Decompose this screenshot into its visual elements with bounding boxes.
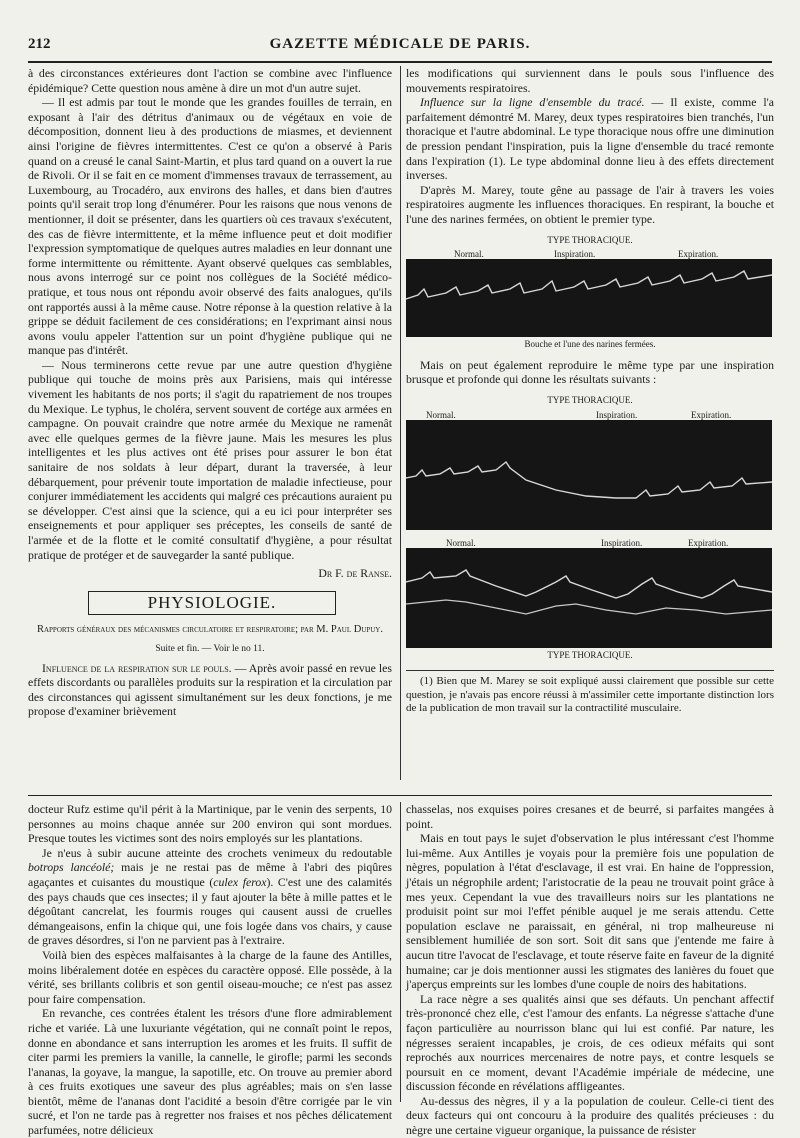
header-rule	[28, 61, 772, 63]
paragraph	[28, 846, 392, 948]
right-bottom-column	[406, 802, 774, 1138]
paragraph: Voilà bien des espèces malfaisantes à la charge de la faune des Antilles, moins libéralement dotée en espèces du caractère opposé. Elle possède, à la vérité, ses brillants colibris et son gentil oiseau-mouche; ce n'est pas assez pour faire compensation.	[28, 947, 392, 1006]
footnote-rule	[406, 670, 774, 671]
pulse-trace-3	[406, 548, 772, 648]
figure-caption: TYPE THORACIQUE.	[547, 649, 633, 660]
paragraph: Au-dessus des nègres, il y a la population de couleur. Celle-ci tient des deux facteurs qui ont concouru à la produire des qualités précieuses : du nègre une certaine vigueur organique, la puissance de résister	[406, 1093, 774, 1138]
paragraph: Mais on peut également reproduire le même type par une inspiration brusque et profonde qui donne les résultats suivants :	[406, 357, 774, 387]
paragraph	[406, 95, 774, 183]
label-normal: Normal.	[446, 537, 476, 548]
species-name: culex ferox	[213, 874, 267, 889]
figure-title: TYPE THORACIQUE.	[547, 394, 633, 405]
column-divider	[400, 66, 401, 780]
figure-labels	[406, 408, 774, 420]
paragraph-text: ). C'est une des calamités des pays chauds que ces insectes; il y faut ajouter la bête à mille pattes et le dégoûtant cancrelat, les fourmis rouges qui causent aussi de cruelles démangeaisons, enfin la chique qui, une fois logée dans vos chairs, y cause de graves désordres, si l'on ne parvient pas à l'extraire.	[28, 874, 392, 948]
article-title: Rapports généraux des mécanismes circulatoire et respiratoire; par M. Paul Dupuy.	[36, 624, 383, 636]
footnote: (1) Bien que M. Marey se soit expliqué aussi clairement que possible sur cette question, je n'avais pas encore réussi à m'assimiler cette importante distinction lors de la publication de mon travail sur la contractilité musculaire.	[406, 675, 774, 715]
label-normal: Normal.	[454, 249, 484, 260]
paragraph	[28, 661, 392, 719]
subheading: Influence de la respiration sur le pouls.	[42, 660, 232, 675]
paragraph: chasselas, nos exquises poires cresanes et de beurré, si parfaites mangées à point.	[406, 802, 774, 831]
label-expiration: Expiration.	[688, 537, 729, 548]
paragraph: — Nous terminerons cette revue par une autre question d'hygiène publique qui touche de moins près aux Parisiens, mais qui intéresse vivement les habitants de nos ports; il s'agit du rapatriement de nos troupes du Mexique. Le typhus, le choléra, servent souvent de cortége aux armées en campagne. On pouvait craindre que notre armée du Mexique ne ramenât avec elle quelques germes de la fièvre jaune. Mais les mesures les plus intelligentes et les plus actives ont été prises pour assurer le bon état sanitaire de nos soldats à leur départ, durant la traversée, à leur débarquement, pour prévenir toute importation de maladie infectieuse, pour conjurer immédiatement les accidents qui malgré ces précautions auraient pu se développer. C'est ainsi que la science, qui a eu ici pour interpréter ses enseignements et pour appliquer ses préceptes, les conseils de santé de l'armée et de la flotte et le comité consultatif d'hygiène, a pour résultat pratique de protéger et de sauvegarder la santé publique.	[28, 357, 392, 562]
paragraph-text: Je n'eus à subir aucune atteinte des crochets venimeux du redoutable	[42, 845, 392, 860]
paragraph: Mais en tout pays le sujet d'observation le plus intéressant c'est l'homme lui-même. Aux Antilles je voyais pour la première fois une population de nègres, population à l'état d'esclavage, il est vrai. En haine de l'oppression, j'étais un négrophile ardent; l'aristocratie de la peau ne trouvait point grâce à mes yeux. Cependant la vue des travailleurs noirs sur les plantations ne produisit point sur moi l'effet pénible auquel je me serais attendu. Cette population esclave ne paraissait, en général, ni trop malheureuse ni sensiblement humiliée de son sort. Soit dit sans que j'entende me faire à aucun titre l'avocat de l'esclavage, et toute réserve faite en faveur de la dignité humaine; car je dois mentionner aussi les stigmates des lanières du fouet que j'aperçus empreints sur les lombes d'une couple de noirs des habitations.	[406, 831, 774, 992]
column-divider	[400, 802, 401, 1102]
left-bottom-column	[28, 802, 392, 1138]
label-normal: Normal.	[426, 409, 456, 420]
figure-labels	[406, 536, 774, 548]
left-top-column	[28, 66, 392, 719]
running-title: GAZETTE MÉDICALE DE PARIS.	[269, 36, 531, 52]
figure-labels	[406, 247, 774, 259]
figure-3	[406, 536, 774, 663]
figure-2	[406, 393, 774, 530]
paragraph: — Il est admis par tout le monde que les grandes fouilles de terrain, en exposant à l'air des détritus d'animaux ou de végétaux en voie de décomposition, donnent lieu à des productions de miasmes, et deviennent ainsi l'origine de fièvres intermittentes. C'est ce qu'on a observé à Paris quand on a creusé le canal Saint-Martin, et plus tard quand on a ouvert la rue de Rivoli. Or il se fait en ce moment d'immenses travaux de terrassement, au Luxembourg, au Trocadéro, aux environs des halles, et dans bien d'autres points qu'il serait trop long d'énumérer. Pour les raisons que nous venons de mentionner, il doit se présenter, dans les quartiers où ces travaux s'exécutent, des cas de fièvre intermittente, et la même influence peut et doit modifier l'expression symptomatique de quelques autres maladies en leur donnant une forme intermittente ou rémittente. Ayant observé quelques cas semblables, nous avons interrogé sur ce point nos collègues de la Société médico-pratique, et tous nous ont répondu avoir observé des faits analogues, qu'ils ont rapportés aussi à la même cause. Notre réponse à la question relative à la grippe se déduit facilement de ces considérations; en l'exprimant ainsi nous avons voulu appeler l'attention sur un point d'hygiène publique qui ne manque pas d'intérêt.	[28, 95, 392, 358]
paragraph-text: — Il existe, comme l'a parfaitement démontré M. Marey, deux types respiratoires bien tranchés, l'un thoracique et l'autre abdominal. Le type thoracique nous offre une diminution de pression pendant l'inspiration, puis la ligne d'ensemble du tracé remonte dans l'expiration (1). Le type abdominal donne lieu à des effets directement inverses.	[406, 95, 774, 183]
subheading: Influence sur la ligne d'ensemble du tracé.	[420, 95, 645, 110]
paragraph-text: mais je ne restai pas de même à l'abri des piqûres agaçantes et cuisantes du moustique (	[28, 860, 392, 889]
page-header	[28, 36, 772, 58]
species-name: botrops lancéolé;	[28, 860, 115, 875]
label-inspiration: Inspiration.	[596, 409, 638, 420]
paragraph: les modifications qui surviennent dans le pouls sous l'influence des mouvements respiratoires.	[406, 66, 774, 95]
page-number: 212	[28, 36, 51, 52]
pulse-trace-2	[406, 420, 772, 530]
paragraph-text: — Après avoir passé en revue les effets discordants ou parallèles produits sur la respiration et la circulation par des circonstances qui agissent simultanément sur les deux fonctions, je me propose d'examiner brièvement	[28, 660, 392, 719]
paragraph: docteur Rufz estime qu'il périt à la Martinique, par le venin des serpents, 10 personnes au moins chaque année sur 200 environ qui sont mordues. Presque toutes les victimes sont des noirs employés sur les plantations.	[28, 802, 392, 846]
paragraph: D'après M. Marey, toute gêne au passage de l'air à travers les voies respiratoires augmente les influences thoraciques. En respirant, la bouche et l'une des narines fermées, on obtient le premier type.	[406, 182, 774, 226]
figure-caption: Bouche et l'une des narines fermées.	[524, 339, 656, 350]
paragraph: à des circonstances extérieures dont l'action se combine avec l'influence épidémique? Cette question nous amène à dire un mot d'un autre sujet.	[28, 66, 392, 95]
paragraph: La race nègre a ses qualités ainsi que ses défauts. Un penchant affectif très-prononcé chez elle, c'est l'amour des enfants. La négresse s'attache d'une façon particulière au nourrisson blanc qui lui est confié. Par nature, les négresses seraient incapables, je crois, de ces odieux méfaits qui sont reprochés aux nourrices mercenaires de notre pays, et contre lesquels se poursuit en ce moment, devant l'Académie impériale de médecine, une discussion féconde en révélations affligeantes.	[406, 991, 774, 1094]
section-rule	[28, 795, 772, 796]
label-expiration: Expiration.	[678, 249, 719, 260]
figure-title: TYPE THORACIQUE.	[547, 234, 633, 245]
right-top-column	[406, 66, 774, 716]
figure-1	[406, 233, 774, 352]
continuation-note: Suite et fin. — Voir le no 11.	[155, 643, 265, 654]
paragraph: En revanche, ces contrées étalent les trésors d'une flore admirablement riche et variée. Là une luxuriante végétation, qui ne connaît point le repos, donne en abondance et sans interruption les aromes et les fruits. Il suffit de citer parmi les premiers la vanille, la cannelle, le girofle; parmi les seconds l'ananas, la goyave, la mangue, la sapotille, etc. On trouve au premier abord à ces fruits exotiques une saveur des plus agréables; mais on s'en lasse bientôt, même de l'ananas dont l'acidité a besoin d'être corrigée par le vin sucré, et l'on ne tarde pas à regretter nos fraises et nos pêches délicatement parfumées, notre délicieux	[28, 1006, 392, 1138]
label-inspiration: Inspiration.	[554, 249, 596, 260]
signature: Dr F. de Ranse.	[318, 566, 392, 581]
pulse-trace-1	[406, 259, 772, 337]
section-title: PHYSIOLOGIE.	[88, 591, 336, 616]
label-expiration: Expiration.	[691, 409, 732, 420]
label-inspiration: Inspiration.	[601, 537, 643, 548]
